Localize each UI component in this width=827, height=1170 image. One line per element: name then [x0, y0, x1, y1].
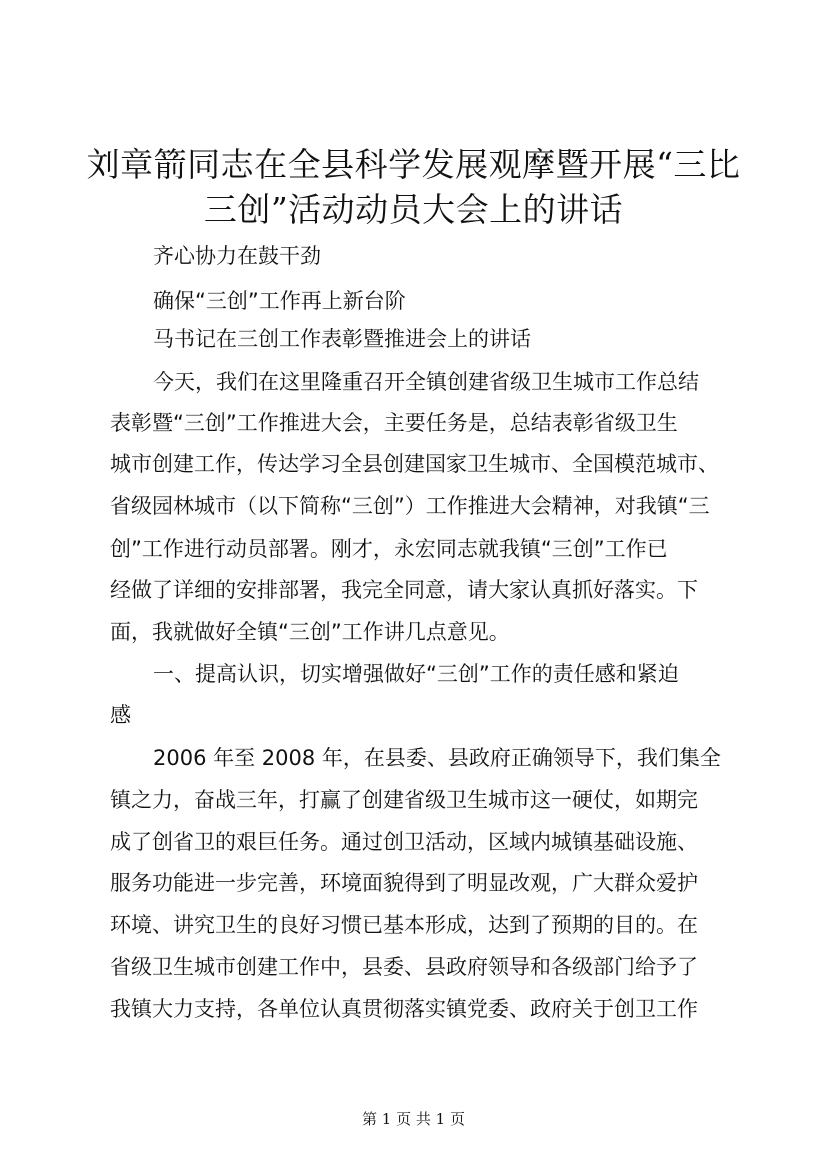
body-line: 城市创建工作，传达学习全县创建国家卫生城市、全国模范城市、 [110, 452, 719, 476]
body-line: 创”工作进行动员部署。刚才，永宏同志就我镇“三创”工作已 [110, 537, 668, 561]
body-line: 今天，我们在这里隆重召开全镇创建省级卫生城市工作总结 [153, 370, 699, 394]
title-line-1: 刘章箭同志在全县科学发展观摩暨开展“三比 [86, 145, 741, 184]
subtitle-line: 马书记在三创工作表彰暨推进会上的讲话 [153, 327, 531, 351]
body-line: 成了创省卫的艰巨任务。通过创卫活动，区域内城镇基础设施、 [110, 830, 698, 854]
body-line: 省级园林城市（以下简称“三创”）工作推进大会精神，对我镇“三 [110, 494, 710, 518]
title-line-2: 三创”活动动员大会上的讲话 [203, 190, 624, 229]
body-line: 经做了详细的安排部署，我完全同意，请大家认真抓好落实。下 [110, 578, 698, 602]
body-line: 省级卫生城市创建工作中，县委、县政府领导和各级部门给予了 [110, 955, 698, 979]
body-line: 2006 年至 2008 年，在县委、县政府正确领导下，我们集全 [153, 746, 721, 770]
section-heading: 一、提高认识，切实增强做好“三创”工作的责任感和紧迫 [153, 662, 679, 686]
subtitle-line: 确保“三创”工作再上新台阶 [153, 289, 406, 313]
section-heading-continuation: 感 [110, 703, 131, 727]
body-line: 服务功能进一步完善，环境面貌得到了明显改观，广大群众爱护 [110, 871, 698, 895]
page-footer: 第 1 页 共 1 页 [362, 1110, 465, 1128]
body-line: 环境、讲究卫生的良好习惯已基本形成，达到了预期的目的。在 [110, 913, 698, 937]
document-title [60, 142, 767, 232]
subtitle-line: 齐心协力在鼓干劲 [153, 244, 321, 268]
body-line: 面，我就做好全镇“三创”工作讲几点意见。 [110, 620, 510, 644]
body-line: 表彰暨“三创”工作推进大会，主要任务是，总结表彰省级卫生 [110, 411, 678, 435]
body-line: 镇之力，奋战三年，打赢了创建省级卫生城市这一硬仗，如期完 [110, 788, 698, 812]
body-line: 我镇大力支持，各单位认真贯彻落实镇党委、政府关于创卫工作 [110, 997, 698, 1021]
